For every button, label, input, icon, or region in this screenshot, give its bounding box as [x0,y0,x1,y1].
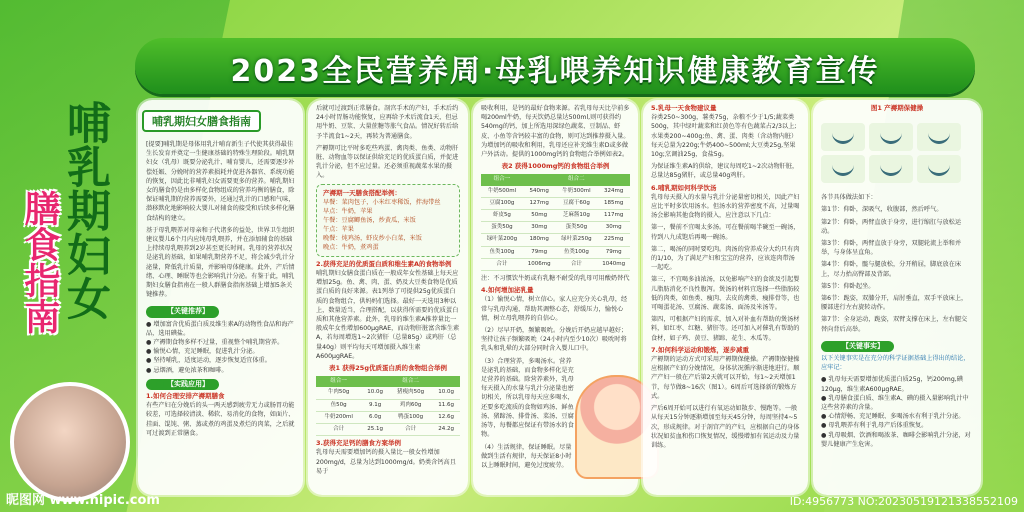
table-cell: 10.0g [432,387,460,399]
key-recommend-label: 【关键推荐】 [167,307,209,316]
key-item-text: 忌烟酒，避免浓茶和咖啡。 [153,366,228,374]
table-cell: 鸡肉60g [389,399,432,411]
step: 第2节：仰卧，两臂直放于身旁，进行缩肛与放松运动。 [821,218,962,235]
key-item-text: 愉悦心情，充足睡眠，促进乳汁分泌。 [153,348,259,356]
table-cell: 50mg [523,210,556,222]
key-item: ● 忌烟酒，避免浓茶和咖啡。 [146,366,228,374]
table-row [316,424,460,436]
table-cell: 225mg [597,234,630,246]
s7-text: 产褥期的运动方式可采用产褥期保健操。产褥期保健操应根据产妇的分娩情况，身体状况循序渐进地进行。顺产产妇一般在产后第2天就可以开始，每1~2天增加1节，每节做8~16次（图1）。6周后可选择新的锻炼方式。 [651,356,800,400]
exercise-figure-icon [821,155,865,183]
table-header: 组合一 [481,174,523,185]
s6-text: 乳母每天摄入的水量与乳汁分泌量密切相关，因此产妇应比平时多饮用汤水。但汤水的营养密度不高，过量喝汤会影响其他食物的摄入，应注意以下几点： [651,193,800,220]
s6-item: 第一，餐前不宜喝太多汤。可在餐前喝半碗至一碗汤，待到八九成饱后再喝一碗汤。 [651,224,800,241]
table-cell: 79mg [597,246,630,258]
s6-title: 6.哺乳期如何科学饮汤 [651,183,717,192]
key-item-text: 产褥期食物多样不过量，重视整个哺乳期营养。 [153,339,284,347]
fact-text: 乳母膳食蛋白质、维生素A、碘的摄入量影响乳汁中这些营养素的含量。 [821,394,969,412]
key-item-text: 增加富含优质蛋白质及维生素A的动物性食品和海产品，选用碘盐。 [146,320,294,337]
table-row [481,210,630,222]
table-cell: 30mg [597,222,630,234]
tag-dot-icon [156,380,164,388]
table-cell: 11.6g [432,399,460,411]
mother-baby-photo [10,382,130,502]
exercise-figure-icon [821,123,865,151]
menu-title: 产褥期一天膳食搭配举例： [323,188,401,197]
table-header-row [316,376,460,387]
fact-text: 母乳喂养有利于乳母产后体重恢复。 [828,422,928,430]
key-item: ● 增加富含优质蛋白质及维生素A的动物性食品和海产品，选用碘盐。 [146,320,294,337]
exercise-figure-icon [869,155,913,183]
menu-item: 早点：牛奶，苹果 [323,207,373,215]
panel-guide-intro [138,100,303,495]
table-cell: 1040mg [597,258,630,270]
table-cell: 牛奶200ml [316,411,361,423]
menu-item: 午餐：豆腐鲫鱼汤，炒黄瓜，米饭 [323,216,416,224]
table-row [481,258,630,270]
table-cell: 324mg [597,186,630,198]
table-cell: 猪瘦肉50g [389,387,432,399]
table-cell: 绿叶菜200g [481,234,523,246]
fact-item: ● 乳母吸烟、饮酒和喝浓茶、咖啡会影响乳汁分泌，对婴儿健康产生危害。 [821,431,971,448]
key-fact-label: 【关键事实】 [842,341,884,350]
exercise-figures [813,117,981,189]
table-cell: 鱼类100g [481,246,523,258]
table-cell: 牛肉50g [316,387,361,399]
table-cell: 127mg [523,197,556,209]
table-cell: 合计 [555,258,597,270]
panel3-p1: 吸收利用，是钙的最好食物来源。若乳母每天比孕前多喝200ml牛奶，每天饮奶总量达500ml,则可获得约540mg的钙，加上所选用深绿色蔬菜、豆制品、虾皮、小鱼等含钙较丰富的食物，则可达到推荐摄入量。为增加钙的吸收和利用，乳母还应补充维生素D或多做户外活动。提供的1000mg钙的食物组合举例如表2。 [481,105,630,159]
menu-item: 晚餐：炖鸡汤，虾皮炒小白菜，米饭 [323,234,422,242]
s4-title: 4.如何增加泌乳量 [481,286,534,295]
table1 [316,376,460,436]
table-cell: 10.0g [361,387,389,399]
panel-protein [308,100,468,495]
table-cell: 牛奶500ml [481,186,523,198]
s3-title: 3.获得充足钙的膳食方案举例 [316,439,401,448]
s5-title: 5.乳母一天食物建议量 [651,104,717,112]
table-cell: 合计 [316,424,361,436]
fact-intro: 以下关键事实是在充分的科学证据基础上得出的结论，应牢记： [821,355,970,372]
step: 第7节：全身运动，跪姿，双臂支撑在床上，左右腿交替向背后高举。 [821,316,968,333]
fig1-title: 图1 产褥期保健操 [870,104,924,112]
fact-item: ● 乳母膳食蛋白质、维生素A、碘的摄入量影响乳汁中这些营养素的含量。 [821,394,969,412]
table-cell: 1006mg [523,258,556,270]
table2-title: 表2 获得1000mg钙的食物组合举例 [501,162,610,171]
step: 第3节：仰卧，两臂直放于身旁，双腿轮流上举和并举，与身体呈直角。 [821,240,962,257]
table-cell: 540mg [523,186,556,198]
exercise-figure-icon [917,123,961,151]
step: 第6节：跪姿，双膝分开，肩肘垂直，双手平放床上，腰部进行左右旋转动作。 [821,295,968,312]
s2-title: 2.获得充足的优质蛋白质和维生素A的食物举例 [316,259,452,268]
title-banner [135,38,975,94]
table-header: 组合一 [316,376,361,387]
practice-title: 1.如何合理安排产褥期膳食 [146,392,225,401]
menu-item: 午点：苹果 [323,225,354,233]
panel1-intro: [提要]哺乳期是母体用乳汁哺育新生子代使其获得最佳生长发育并奠定一生健康基础的特殊生理阶段。哺乳期妇女（乳母）既要分泌乳汁、哺育婴儿，还需要逐步补偿妊娠、分娩时的营养素损耗并促进各器官、系统功能的恢复，因此比非哺乳妇女需要更多的营养。哺乳期妇女的膳食仍是由多样化食物组成的营养均衡的膳食，除保证哺乳期的营养需要外，还通过乳汁的口感和气味，潜移默化地影响较大婴儿对辅食的接受和后续多样化膳食结构的建立。 [146,141,295,222]
key-fact-tag [821,341,894,352]
table1-title: 表1 获得25g优质蛋白质的食物组合举例 [329,364,447,373]
s3-text: 乳母每天需要增加钙的摄入量比一般女性增加200mg/d，总量为达到1000mg/d。奶类含钙高且易于 [316,449,456,475]
table2 [481,174,630,271]
table-cell: 蛋类50g [555,222,597,234]
s6-item: 第二，喝汤的同时要吃肉。肉汤的营养成分大约只有肉的1/10，为了满足产妇和宝宝的营养，应该连肉带汤一起吃。 [651,245,800,272]
table-cell: 鱼类100g [555,246,597,258]
key-recommend-tag [146,306,219,317]
s6-item: 第四，可根据产妇的需求，加入对补血有帮助的煲汤材料，如红枣、红糖、猪肝等。还可加入对催乳有帮助的食材，如子鸡、黄豆、猪蹄、花生、木瓜等。 [651,316,800,342]
table-cell: 24.2g [432,424,460,436]
table-row [481,222,630,234]
table-cell: 117mg [597,210,630,222]
practice-tag [146,379,219,390]
table-cell: 6.0g [361,411,389,423]
s4-item: （3）合理营养，多喝汤水。营养是泌乳的基础，而食物多样化是充足营养的基础。除营养素外，乳母每天摄入的水量与乳汁分泌量也密切相关，所以乳母每天应多喝水，还要多吃流质的食物如鸡汤、鲜鱼汤、猪蹄汤、排骨汤、菜汤、豆腐汤等，每餐都应保证有带汤水的食物。 [481,357,574,439]
side-title-main [60,100,120,320]
panel2-p1: 后就可过渡到正常膳食。剖宫手术的产妇，手术后约24小时胃肠功能恢复，应再给予术后流食1天，但忌用牛奶、豆浆、大量蔗糖等胀气食品。情况好转后给予半流食1~2天，再转为普通膳食。 [316,105,459,140]
key-item: ● 坚持哺乳，适度运动，逐步恢复适宜体重。 [146,357,271,365]
fact-text: 乳母每天需要增加优质蛋白质25g，钙200mg,碘120μg，维生素A600μgRAE。 [821,376,963,393]
table-header [432,376,460,387]
exercise-figure-icon [917,155,961,183]
panel-daily-diet [643,100,808,495]
table-header [361,376,389,387]
table-cell: 豆腐干60g [555,197,597,209]
table-cell: 30mg [523,222,556,234]
tag-dot-icon [156,307,164,315]
side-title-sub: 膳食指南 [19,190,60,334]
table-row [316,387,460,399]
table-cell: 鸭蛋100g [389,411,432,423]
table-cell: 豆腐100g [481,197,523,209]
table-header-row [481,174,630,185]
s5-text: 谷类250~300g，薯类75g，杂粮不少于1/5;蔬菜类500g，其中绿叶蔬菜和红黄色等有色蔬菜占2/3以上;水果类200~400g;鱼、禽、蛋、肉类（含动物内脏）每天总量为220g;牛奶400~500ml;大豆类25g,坚果10g;烹调油25g，食盐5g。 [651,114,798,159]
table-row [481,246,630,258]
table-cell: 绿叶菜250g [555,234,597,246]
watermark-left: 昵图网 www.nipic.com [6,493,160,508]
table-cell: 合计 [389,424,432,436]
table-cell: 芝麻酱10g [555,210,597,222]
step: 第5节：仰卧起坐。 [821,282,875,290]
table-cell: 虾皮5g [481,210,523,222]
table-row [481,234,630,246]
table-cell: 蛋类50g [481,222,523,234]
s4-item: （1）愉悦心情，树立信心。家人应充分关心乳母，经常与乳母沟通，帮助其调整心态，舒缓压力，愉悦心情，树立母乳喂养的自信心。 [481,296,628,322]
fact-item: ● 母乳喂养有利于乳母产后体重恢复。 [821,422,928,430]
practice-text: 有些产妇在分娩后的头一两天感到疲劳无力或肠胃功能较差，可选择较清淡、稀软、易消化的食物，如面片、挂面、馄饨、粥、蒸或煮的鸡蛋及煮烂的肉菜，之后就可过渡到正常膳食。 [146,402,295,437]
table-row [481,197,630,209]
s7-text2: 产后6周开始可以进行有氧运动如散步、慢跑等。一般从每天15分钟逐渐增加至每天45分钟，每周坚持4~5次，形成规律。对于剖宫产的产妇，应根据自己的身体状况如贫血和伤口恢复情况，缓慢增加有氧运动及力量训练。 [651,405,800,449]
table-header [597,174,630,185]
key-items-list [146,320,295,375]
s5-text2: 为保证维生素A的供给，建议每周吃1~2次动物肝脏，总量达85g猪肝，或总量40g鸡肝。 [651,163,799,180]
tag-dot-icon [831,342,839,350]
panel1-heading: 哺乳期妇女膳食指南 [142,110,261,132]
menu-item: 晚点：牛奶，煮鸡蛋 [323,243,379,251]
table-cell: 79mg [523,246,556,258]
fact-text: 乳母吸烟、饮酒和喝浓茶、咖啡会影响乳汁分泌，对婴儿健康产生危害。 [821,431,971,448]
s2-text: 哺乳期妇女膳食蛋白质在一般成年女性基础上每天应增加25g。鱼、禽、肉、蛋、奶及大豆类食物是优质蛋白质的良好来源。表1列举了可提供25g优质蛋白质的食物组合，供妈妈们选择。最好一天选用3种以上，数量适当，合理搭配，以获得所需要的优质蛋白质和其他营养素。此外，乳母的维生素A推荐量比一般成年女性增加600μgRAE，而动物肝脏富含维生素A，若每周增选1~2次猪肝（总量85g）或鸡肝（总量40g）则平均每天可增加摄入维生素A600μgRAE。 [316,270,460,360]
step: 第4节：仰卧，髋与腿放松，分开稍屈，脚底放在床上，尽力抬高臀部及背部。 [821,261,962,278]
table-cell: 合计 [481,258,523,270]
table-cell: 鱼50g [316,399,361,411]
page-title: 2023全民营养周·母乳喂养知识健康教育宣传 [230,54,880,89]
table-row [316,411,460,423]
exercise-figure-icon [869,123,913,151]
step: 各节具体做法如下： [821,194,877,202]
key-item-text: 坚持哺乳，适度运动，逐步恢复适宜体重。 [153,357,271,365]
table-cell: 9.1g [361,399,389,411]
step: 第1节：仰卧，深吸气，收腹部，然后呼气。 [821,206,943,214]
panel1-intro2: 基于母乳喂养对母亲和子代诸多的益处，世界卫生组织建议婴儿6个月内应纯母乳喂养，并在添加辅食的基础上持续母乳喂养到2岁甚至更长时间。乳母的营养状况是泌乳的基础，如果哺乳期营养不足，将会减少乳汁分泌量，降低乳汁质量，并影响母体健康。此外，产后情绪、心理、睡眠等也会影响乳汁分泌。有鉴于此，哺乳期妇女膳食指南在一般人群膳食指南基础上增加5条关键推荐。 [146,226,295,299]
panel-exercise [813,100,981,495]
table-cell: 25.1g [361,424,389,436]
fact-item: ● 心情舒畅、充足睡眠、多喝汤水有利于乳汁分泌。 [821,413,965,421]
table-cell: 12.6g [432,411,460,423]
table-cell: 牛奶300ml [555,186,597,198]
table-row [316,399,460,411]
panel3-note: 注：不习惯饮牛奶或有乳糖不耐受的乳母可用酸奶替代 [481,275,630,283]
s7-title: 7.如何科学运动和锻炼，逐步减重 [651,345,749,354]
watermark-right: ID:4956773 NO:20230519121338552109 [789,495,1018,508]
key-item: ● 愉悦心情，充足睡眠，促进乳汁分泌。 [146,348,259,356]
table-cell: 180mg [523,234,556,246]
fact-item: ● 乳母每天需要增加优质蛋白质25g，钙200mg,碘120μg，维生素A600μgRAE。 [821,376,963,393]
table-header [523,174,556,185]
s4-item: （2）尽早开奶，频繁吸吮。分娩后开奶应越早越好；坚持让孩子频繁吸吮（24小时内至少10次）吸吮时将乳头和乳晕的大部分同时含入婴儿口中。 [481,327,628,353]
side-title-main-text: 哺乳期妇女 [59,100,110,320]
key-item: ● 产褥期食物多样不过量，重视整个哺乳期营养。 [146,339,284,347]
s6-item: 第三，不宜喝多油浓汤，以免影响产妇的食欲及引起婴儿脂肪消化不良性腹泻。煲汤的材料宜选择一些脂肪较低的肉类，如鱼类、瘦肉、去皮的禽类、瘦排骨等，也可喝蛋花汤、豆腐汤、蔬菜汤、面汤及米汤等。 [651,276,800,312]
menu-box [316,184,460,257]
panel2-p2: 产褥期可比平时多吃些鸡蛋、禽肉类、鱼类、动物肝脏、动物血等以保证供给充足的优质蛋白质，并促进乳汁分泌，但不应过量。还必须重视蔬菜水果的摄入。 [316,144,459,180]
table-header: 组合二 [555,174,597,185]
table-header: 组合二 [389,376,432,387]
s4-item: （4）生活规律，保证睡眠。尽量做到生活有规律，每天保证8小时以上睡眠时间，避免过度疲劳。 [481,443,572,469]
table-row [481,186,630,198]
table-cell: 185mg [597,197,630,209]
menu-item: 早餐：菜肉包子，小米红枣稀饭，拌海带丝 [323,198,441,206]
fact-text: 心情舒畅、充足睡眠、多喝汤水有利于乳汁分泌。 [828,413,965,421]
practice-label: 【实践应用】 [167,379,209,388]
